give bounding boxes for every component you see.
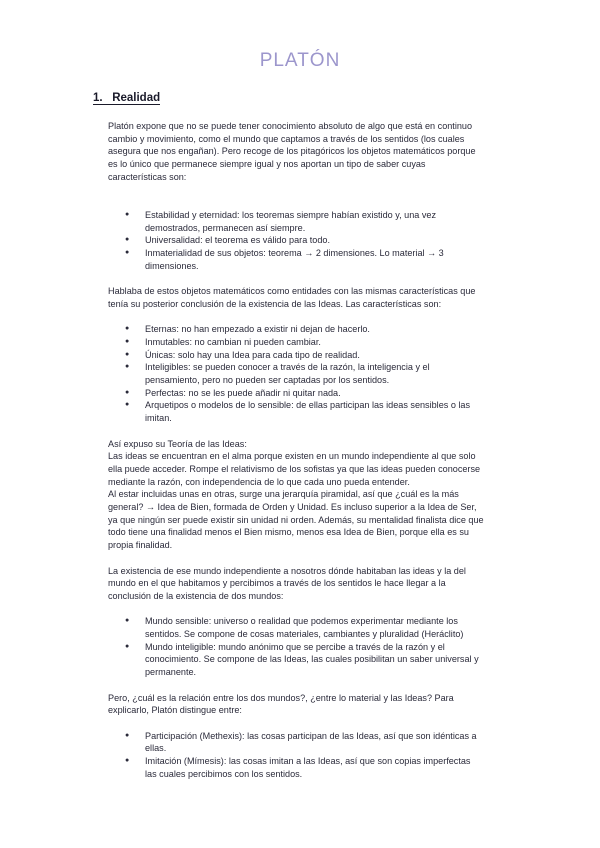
text-line: pensamiento, pero no pueden ser captadas por los sentidos. <box>145 375 390 385</box>
text-line: Mundo inteligible: mundo anónimo que se percibe a través de la razón y el <box>145 641 445 652</box>
theory-paragraph <box>108 438 528 552</box>
document-body <box>108 120 528 780</box>
text-line: general? → Idea de Bien, formada de Orden y Unidad. Es incluso superior a la Idea de Ser, <box>108 502 477 513</box>
text-line: Perfectas: no se les puede añadir ni quitar nada. <box>145 387 341 398</box>
list-item <box>108 209 528 234</box>
text-line: mundo en el que habitamos y percibimos a través de los sentidos le hace llegar a la <box>108 578 446 589</box>
text-line: Hablaba de estos objetos matemáticos como entidades con las mismas características que <box>108 286 476 297</box>
text-line: ya que ningún ser puede existir sin unidad ni orden. Además, su mentalidad finalista dice que <box>108 514 484 525</box>
list-item <box>108 755 528 780</box>
text-line: ellas. <box>145 743 167 754</box>
text-line: características son: <box>108 171 187 182</box>
text-line: propia finalidad. <box>108 540 173 551</box>
intro-paragraph <box>108 120 528 184</box>
ideas-characteristics-list <box>108 323 528 425</box>
section-heading <box>93 92 160 105</box>
text-line: Así expuso su Teoría de las Ideas: <box>108 438 247 449</box>
section-title: Realidad <box>112 92 161 104</box>
text-line: Imitación (Mímesis): las cosas imitan a las Ideas, así que son copias imperfectas <box>145 756 471 767</box>
list-item <box>108 349 528 362</box>
relation-paragraph <box>108 692 528 717</box>
text-line: conclusión de la existencia de dos mundos: <box>108 590 284 601</box>
text-line: Las ideas se encuentran en el alma porque existen en un mundo independiente al que solo <box>108 451 476 462</box>
list-item <box>108 615 528 640</box>
section-number: 1. <box>93 92 103 104</box>
document-title: PLATÓN <box>259 50 341 71</box>
text-line: conocimiento. Se compone de las Ideas, las cuales posibilitan un saber universal y <box>145 654 479 665</box>
list-item <box>108 399 528 424</box>
text-line: Inmaterialidad de sus objetos: teorema → 2 dimensiones. Lo material → 3 <box>145 248 444 258</box>
text-line: dimensiones. <box>145 260 199 271</box>
text-line: Pero, ¿cuál es la relación entre los dos mundos?, ¿entre lo material y las Ideas? Para <box>108 692 454 703</box>
list-item <box>108 361 528 386</box>
list-item <box>108 730 528 755</box>
two-worlds-paragraph <box>108 565 528 603</box>
list-item <box>108 387 528 400</box>
worlds-list <box>108 615 528 679</box>
math-characteristics-list <box>108 209 528 273</box>
text-line: demostrados, permanecen así siempre. <box>145 222 306 233</box>
text-line: Participación (Methexis): las cosas participan de las Ideas, así que son idénticas a <box>145 730 477 741</box>
text-line: imitan. <box>145 413 172 424</box>
ideas-paragraph <box>108 285 528 310</box>
text-line: sentidos. Se compone de cosas materiales, cambiantes y pluralidad (Heráclito) <box>145 629 464 640</box>
text-line: las cuales percibimos con los sentidos. <box>145 768 303 779</box>
text-line: Mundo sensible: universo o realidad que podemos experimentar mediante los <box>145 616 458 627</box>
list-item <box>108 323 528 336</box>
text-line: Platón expone que no se puede tener conocimiento absoluto de algo que está en continuo <box>108 121 473 131</box>
text-line: ella puede acceder. Rompe el relativismo de los sofistas ya que las ideas pueden conocerse <box>108 463 481 474</box>
text-line: asegura que nos engañan). Pero recoge de los pitagóricos los objetos matemáticos porque <box>108 146 476 157</box>
text-line: Al estar incluidas unas en otras, surge una jerarquía piramidal, así que ¿cuál es la más <box>108 489 459 500</box>
list-item <box>108 641 528 679</box>
list-item <box>108 336 528 349</box>
text-line: es lo único que permanece siempre igual y nos aportan un tipo de saber cuyas <box>108 159 426 170</box>
relation-list <box>108 730 528 781</box>
text-line: Únicas: solo hay una Idea para cada tipo de realidad. <box>145 349 360 360</box>
text-line: La existencia de ese mundo independiente a nosotros dónde habitaban las ideas y la del <box>108 565 466 576</box>
text-line: explicarlo, Platón distingue entre: <box>108 705 242 716</box>
text-line: cambio y movimiento, como el mundo que captamos a través de los sentidos (los cuales <box>108 133 465 144</box>
text-line: Inmutables: no cambian ni pueden cambiar. <box>145 336 321 347</box>
list-item <box>108 234 528 247</box>
text-line: Universalidad: el teorema es válido para todo. <box>145 235 331 246</box>
text-line: Eternas: no han empezado a existir ni dejan de hacerlo. <box>145 324 370 335</box>
text-line: Inteligibles: se pueden conocer a través de la razón, la inteligencia y el <box>145 362 430 373</box>
text-line: Arquetipos o modelos de lo sensible: de ellas participan las ideas sensibles o las <box>145 400 471 411</box>
list-item <box>108 247 528 272</box>
text-line: tenía su posterior conclusión de la existencia de las Ideas. Las características son: <box>108 298 442 309</box>
text-line: Estabilidad y eternidad: los teoremas siempre habían existido y, una vez <box>145 209 436 220</box>
text-line: mediante la razón, con independencia de lo que cada uno pueda entender. <box>108 476 410 487</box>
text-line: todo tiene una finalidad menos el Bien mismo, menos esa Idea de Bien, porque ella es su <box>108 527 469 538</box>
text-line: permanente. <box>145 667 197 678</box>
